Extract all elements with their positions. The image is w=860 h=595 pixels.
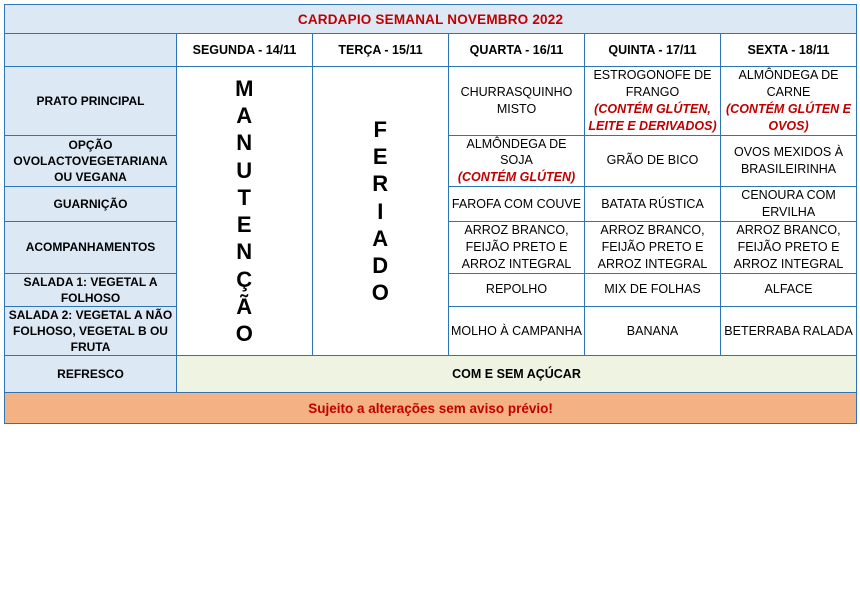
cell-quarta-guarnicao [449,187,585,222]
cell-quarta-acompanhamentos [449,221,585,273]
row-label-acompanhamentos: ACOMPANHAMENTOS [5,221,177,273]
column-header-quinta: QUINTA - 17/11 [585,34,721,67]
row-label-guarnicao: GUARNIÇÃO [5,187,177,222]
letter: F [373,116,388,142]
cell-sexta-guarnicao [721,187,857,222]
column-header-quarta: QUARTA - 16/11 [449,34,585,67]
letter: Ã [236,294,253,320]
letter: M [235,75,254,101]
segunda-manutencao-cell [177,67,313,356]
column-header-sexta: SEXTA - 18/11 [721,34,857,67]
cell-quinta-prato-principal [585,67,721,136]
cell-text: CHURRASQUINHO MISTO [460,84,573,116]
letter: A [236,103,253,129]
cell-text: BANANA [626,323,679,338]
cell-text: CENOURA COM ERVILHA [741,188,836,219]
allergen-note: (CONTÉM GLÚTEN) [457,170,576,185]
cell-text: REPOLHO [485,282,548,297]
title-row [5,5,857,34]
column-header-segunda: SEGUNDA - 14/11 [177,34,313,67]
header-row [5,34,857,67]
cell-quarta-salada-2 [449,306,585,356]
cell-quarta-prato-principal [449,67,585,136]
letter: D [372,253,389,279]
refresco-value: COM E SEM AÇÚCAR [177,356,857,393]
cell-text: ARROZ BRANCO, FEIJÃO PRETO E ARROZ INTEGRAL [461,222,572,271]
cell-text: ARROZ BRANCO, FEIJÃO PRETO E ARROZ INTEGRAL [597,222,708,271]
row-label-refresco: REFRESCO [5,356,177,393]
cell-quinta-acompanhamentos [585,221,721,273]
cell-text: OVOS MEXIDOS À BRASILEIRINHA [733,144,844,176]
cell-text: ARROZ BRANCO, FEIJÃO PRETO E ARROZ INTEGRAL [733,222,844,271]
row-label-opcao-vegetariana: OPÇÃO OVOLACTOVEGETARIANA OU VEGANA [5,135,177,187]
cell-text: MIX DE FOLHAS [604,282,701,297]
weekly-menu-table [4,4,857,424]
allergen-note: (CONTÉM GLÚTEN, LEITE E DERIVADOS) [588,101,717,133]
cell-text: ALFACE [764,282,813,297]
cell-sexta-salada-2 [721,306,857,356]
letter: E [372,144,389,170]
cell-text: BATATA RÚSTICA [601,196,704,211]
cell-sexta-salada-1 [721,273,857,306]
letter: E [236,212,253,238]
cell-sexta-opcao-vegetariana [721,135,857,187]
footer-note: Sujeito a alterações sem aviso prévio! [5,393,857,424]
cell-sexta-prato-principal [721,67,857,136]
cell-text: ESTROGONOFE DE FRANGO [593,68,712,99]
terca-feriado-cell [313,67,449,356]
cell-text: ALMÔNDEGA DE CARNE [738,68,839,99]
allergen-note: (CONTÉM GLÚTEN E OVOS) [726,101,852,133]
table-corner [5,34,177,67]
cell-text: FAROFA COM COUVE [451,196,582,211]
menu-sheet [0,4,860,595]
page-title: CARDAPIO SEMANAL NOVEMBRO 2022 [5,5,857,34]
cell-quarta-salada-1 [449,273,585,306]
letter: Ç [236,266,253,292]
cell-quarta-opcao-vegetariana [449,135,585,187]
row-label-salada-1: SALADA 1: VEGETAL A FOLHOSO [5,273,177,306]
table-row [5,67,857,136]
letter: U [236,157,253,183]
cell-quinta-salada-2 [585,306,721,356]
refresco-row [5,356,857,393]
letter: N [236,239,253,265]
letter: O [235,321,254,347]
cell-text: BETERRABA RALADA [724,323,853,338]
cell-text: GRÃO DE BICO [606,153,699,168]
letter: I [377,198,384,224]
letter: N [236,130,253,156]
footer-row [5,393,857,424]
letter: A [372,225,389,251]
cell-quinta-guarnicao [585,187,721,222]
cell-text: MOLHO À CAMPANHA [450,323,583,338]
column-header-terca: TERÇA - 15/11 [313,34,449,67]
letter: R [372,171,389,197]
letter: T [237,184,252,210]
cell-sexta-acompanhamentos [721,221,857,273]
row-label-prato-principal: PRATO PRINCIPAL [5,67,177,136]
letter: O [371,280,390,306]
row-label-salada-2: SALADA 2: VEGETAL A NÃO FOLHOSO, VEGETAL B OU FRUTA [5,306,177,356]
cell-text: ALMÔNDEGA DE SOJA [466,136,567,168]
cell-quinta-salada-1 [585,273,721,306]
cell-quinta-opcao-vegetariana [585,135,721,187]
